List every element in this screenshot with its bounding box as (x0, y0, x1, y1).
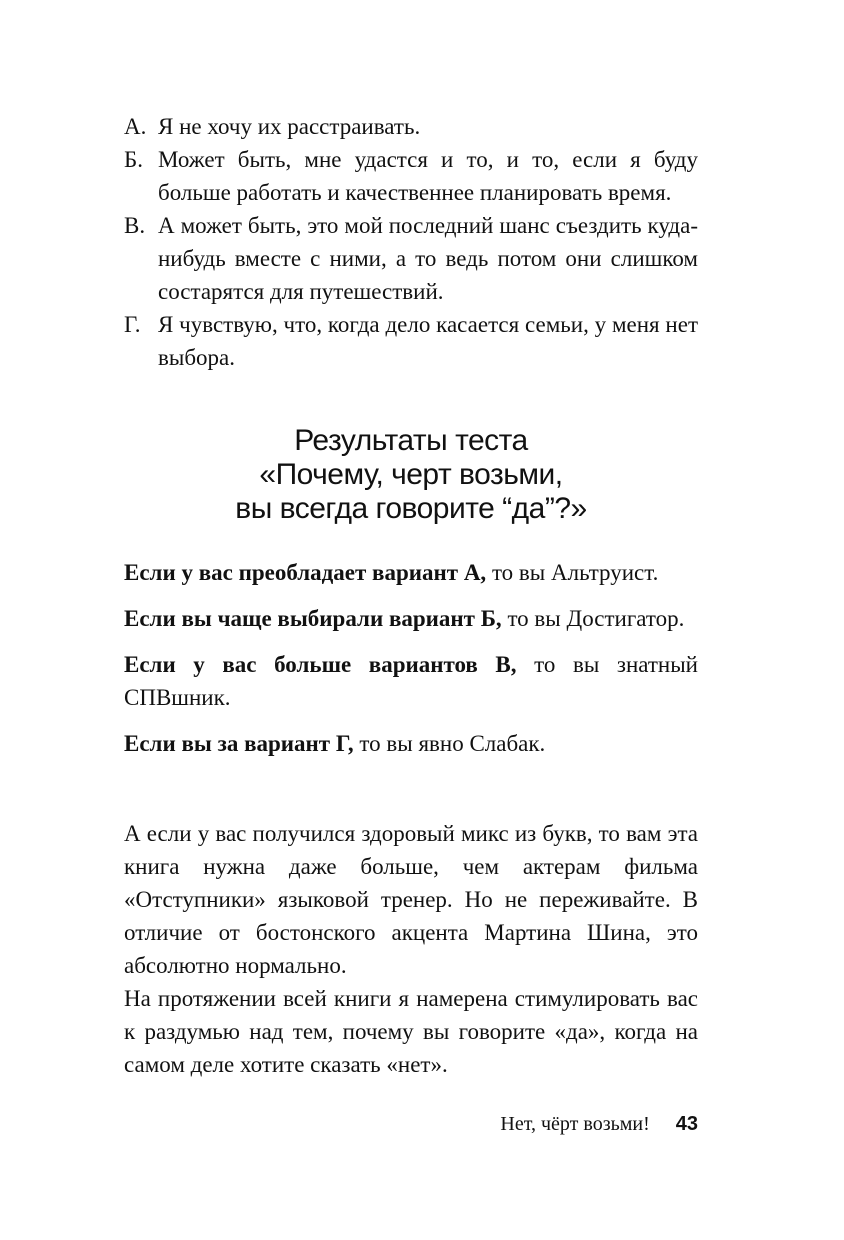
option-letter: В. (124, 213, 146, 238)
test-results (124, 556, 698, 773)
heading-line-3: вы всегда говорите “да”?» (235, 492, 587, 525)
option-letter: А. (124, 114, 147, 139)
result-condition: Если вы чаще выбирали вариант Б, (124, 606, 502, 631)
result-outcome: то вы Альтруист. (486, 560, 659, 585)
heading-line-2: «Почему, черт возьми, (259, 458, 563, 491)
paragraph: А если у вас получился здоровый микс из букв, то вам эта книга нужна даже больше, чем актерам фильма «Отступники» языковой тренер. Но не переживайте. В отличие от бостонского акцента Мартина Шина, это абсолютно нормально. (124, 821, 698, 978)
section-heading (124, 424, 698, 526)
heading-line-1: Результаты теста (294, 424, 528, 457)
result-condition: Если у вас преобладает вариант А, (124, 560, 487, 585)
result-outcome: то вы знатный СПВшник. (124, 652, 698, 710)
result-outcome: то вы явно Слабак. (353, 731, 546, 756)
option-text: Я чувствую, что, когда дело касается семьи, у меня нет выбора. (158, 312, 698, 370)
option-v (124, 209, 698, 308)
result-condition: Если у вас больше вариантов В, (124, 652, 517, 677)
answer-options (124, 110, 698, 374)
paragraph: На протяжении всей книги я намерена стимулировать вас к раздумью над тем, почему вы говорите «да», когда на самом деле хотите сказать «нет». (124, 986, 698, 1077)
option-letter: Г. (124, 312, 141, 337)
result-a (124, 556, 698, 589)
option-text: Может быть, мне удастся и то, и то, если я буду больше работать и качественнее планировать время. (158, 147, 698, 205)
body-text (124, 817, 698, 1081)
result-condition: Если вы за вариант Г, (124, 731, 354, 756)
option-a (124, 110, 698, 143)
option-b (124, 143, 698, 209)
result-v (124, 648, 698, 714)
result-g (124, 727, 698, 760)
page-number: 43 (675, 1113, 698, 1135)
option-g (124, 308, 698, 374)
running-title: Нет, чёрт возьми! (500, 1113, 650, 1135)
result-outcome: то вы Достигатор. (501, 606, 685, 631)
page-footer (124, 1110, 698, 1138)
option-text: А может быть, это мой последний шанс съездить куда-нибудь вместе с ними, а то ведь потом они слишком состарятся для путешествий. (158, 213, 698, 304)
option-text: Я не хочу их расстраивать. (158, 114, 421, 139)
result-b (124, 602, 698, 635)
option-letter: Б. (124, 147, 143, 172)
